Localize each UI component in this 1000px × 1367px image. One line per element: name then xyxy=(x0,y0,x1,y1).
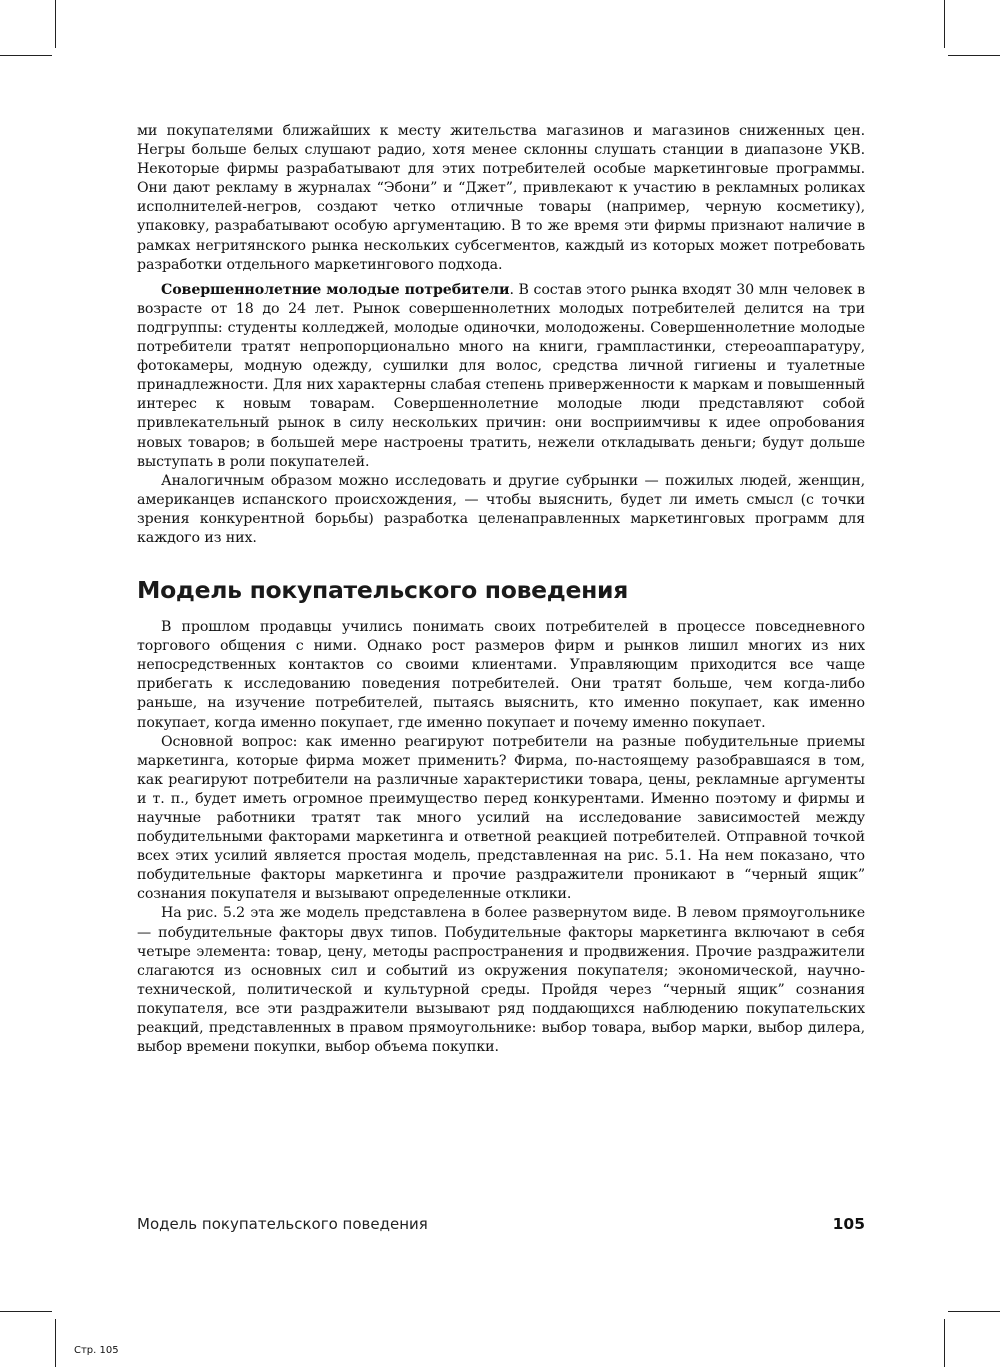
paragraph: Основной вопрос: как именно реагируют потребители на разные побудительные приемы маркетинга, которые фирма может применить? Фирма, по-настоящему разобравшаяся в том, как реагируют потребители на различные характеристики товара, цены, рекламные аргументы и т. п., будет иметь огромное преимущество перед конкурентами. Именно поэтому и фирмы и научные работники тратят так много усилий на исследование зависимостей между побудительными факторами маркетинга и ответной реакцией потребителей. Отправной точкой всех этих усилий является простая модель, представленная на рис. 5.1. На нем показано, что побудительные факторы маркетинга и прочие раздражители проникают в “черный ящик” сознания покупателя и вызывают определенные отклики. xyxy=(137,733,865,903)
page-footer xyxy=(137,1215,865,1239)
crop-mark xyxy=(948,1311,1000,1312)
paragraph-young-consumers xyxy=(137,281,865,472)
section-title: Модель покупательского поведения xyxy=(137,576,629,605)
crop-mark xyxy=(944,1319,945,1367)
crop-mark xyxy=(55,1319,56,1367)
crop-mark xyxy=(948,55,1000,56)
running-title: Модель покупательского поведения xyxy=(137,1215,428,1233)
crop-mark xyxy=(0,55,52,56)
paragraph-text: . В состав этого рынка входят 30 млн человек в возрасте от 18 до 24 лет. Рынок совершеннолетних молодых потребителей делится на три подгруппы: студенты колледжей, молодые одиночки, молодожены. Совершеннолетние молодые потребители тратят непропорционально много на книги, грампластинки, стереоаппаратуру, фотокамеры, модную одежду, сушилки для волос, средства личной гигиены и туалетные принадлежности. Для них характерны слабая степень приверженности к маркам и повышенный интерес к новым товарам. Совершеннолетние молодые люди представляют собой привлекательный рынок в силу нескольких причин: они восприимчивы к идее опробования новых товаров; в большей мере настроены тратить, нежели откладывать деньги; будут дольше выступать в роли покупателей. xyxy=(137,281,865,470)
paragraph: В прошлом продавцы учились понимать своих потребителей в процессе повседневного торгового общения с ними. Однако рост размеров фирм и рынков лишил многих из них непосредственных контактов со своими клиентами. Управляющим приходится все чаще прибегать к исследованию поведения потребителей. Они тратят больше, чем когда-либо раньше, на изучение потребителей, пытаясь выяснить, кто именно покупает, как именно покупает, когда именно покупает, где именно покупает и почему именно покупает. xyxy=(137,619,865,731)
crop-mark xyxy=(944,0,945,48)
paragraph: На рис. 5.2 эта же модель представлена в более развернутом виде. В левом прямоугольнике — побудительные факторы двух типов. Побудительные факторы маркетинга включают в себя четыре элемента: товар, цену, методы распространения и продвижения. Прочие раздражители слагаются из основных сил и событий из окружения покупателя; экономической, научно-технической, политической и культурной среды. Пройдя через “черный ящик” сознания покупателя, все эти раздражители вызывают ряд поддающихся наблюдению покупательских реакций, представленных в правом прямоугольнике: выбор товара, выбор марки, выбор дилера, выбор времени покупки, выбор объема покупки. xyxy=(137,905,865,1056)
paragraph-run-in-heading: Совершеннолетние молодые потребители xyxy=(161,281,510,298)
page-content xyxy=(137,122,865,1057)
page-number: 105 xyxy=(832,1215,865,1233)
paragraph: Аналогичным образом можно исследовать и другие субрынки — пожилых людей, женщин, американцев испанского происхождения, — чтобы выяснить, будет ли иметь смысл (с точки зрения конкурентной борьбы) разработка целенаправленных маркетинговых программ для каждого из них. xyxy=(137,472,865,546)
crop-mark xyxy=(55,0,56,48)
page-label: Стр. 105 xyxy=(74,1345,119,1356)
crop-mark xyxy=(0,1311,52,1312)
paragraph: ми покупателями ближайших к месту жительства магазинов и магазинов сниженных цен. Негры больше белых слушают радио, хотя менее склонны слушать станции в диапазоне УКВ. Некоторые фирмы разрабатывают для этих потребителей особые маркетинговые программы. Они дают рекламу в журналах “Эбони” и “Джет”, привлекают к участию в рекламных роликах исполнителей-негров, создают четко отличные товары (например, черную косметику), упаковку, разрабатывают особую аргументацию. В то же время эти фирмы признают наличие в рамках негритянского рынка нескольких субсегментов, каждый из которых может потребовать разработки отдельного маркетингового подхода. xyxy=(137,123,865,273)
